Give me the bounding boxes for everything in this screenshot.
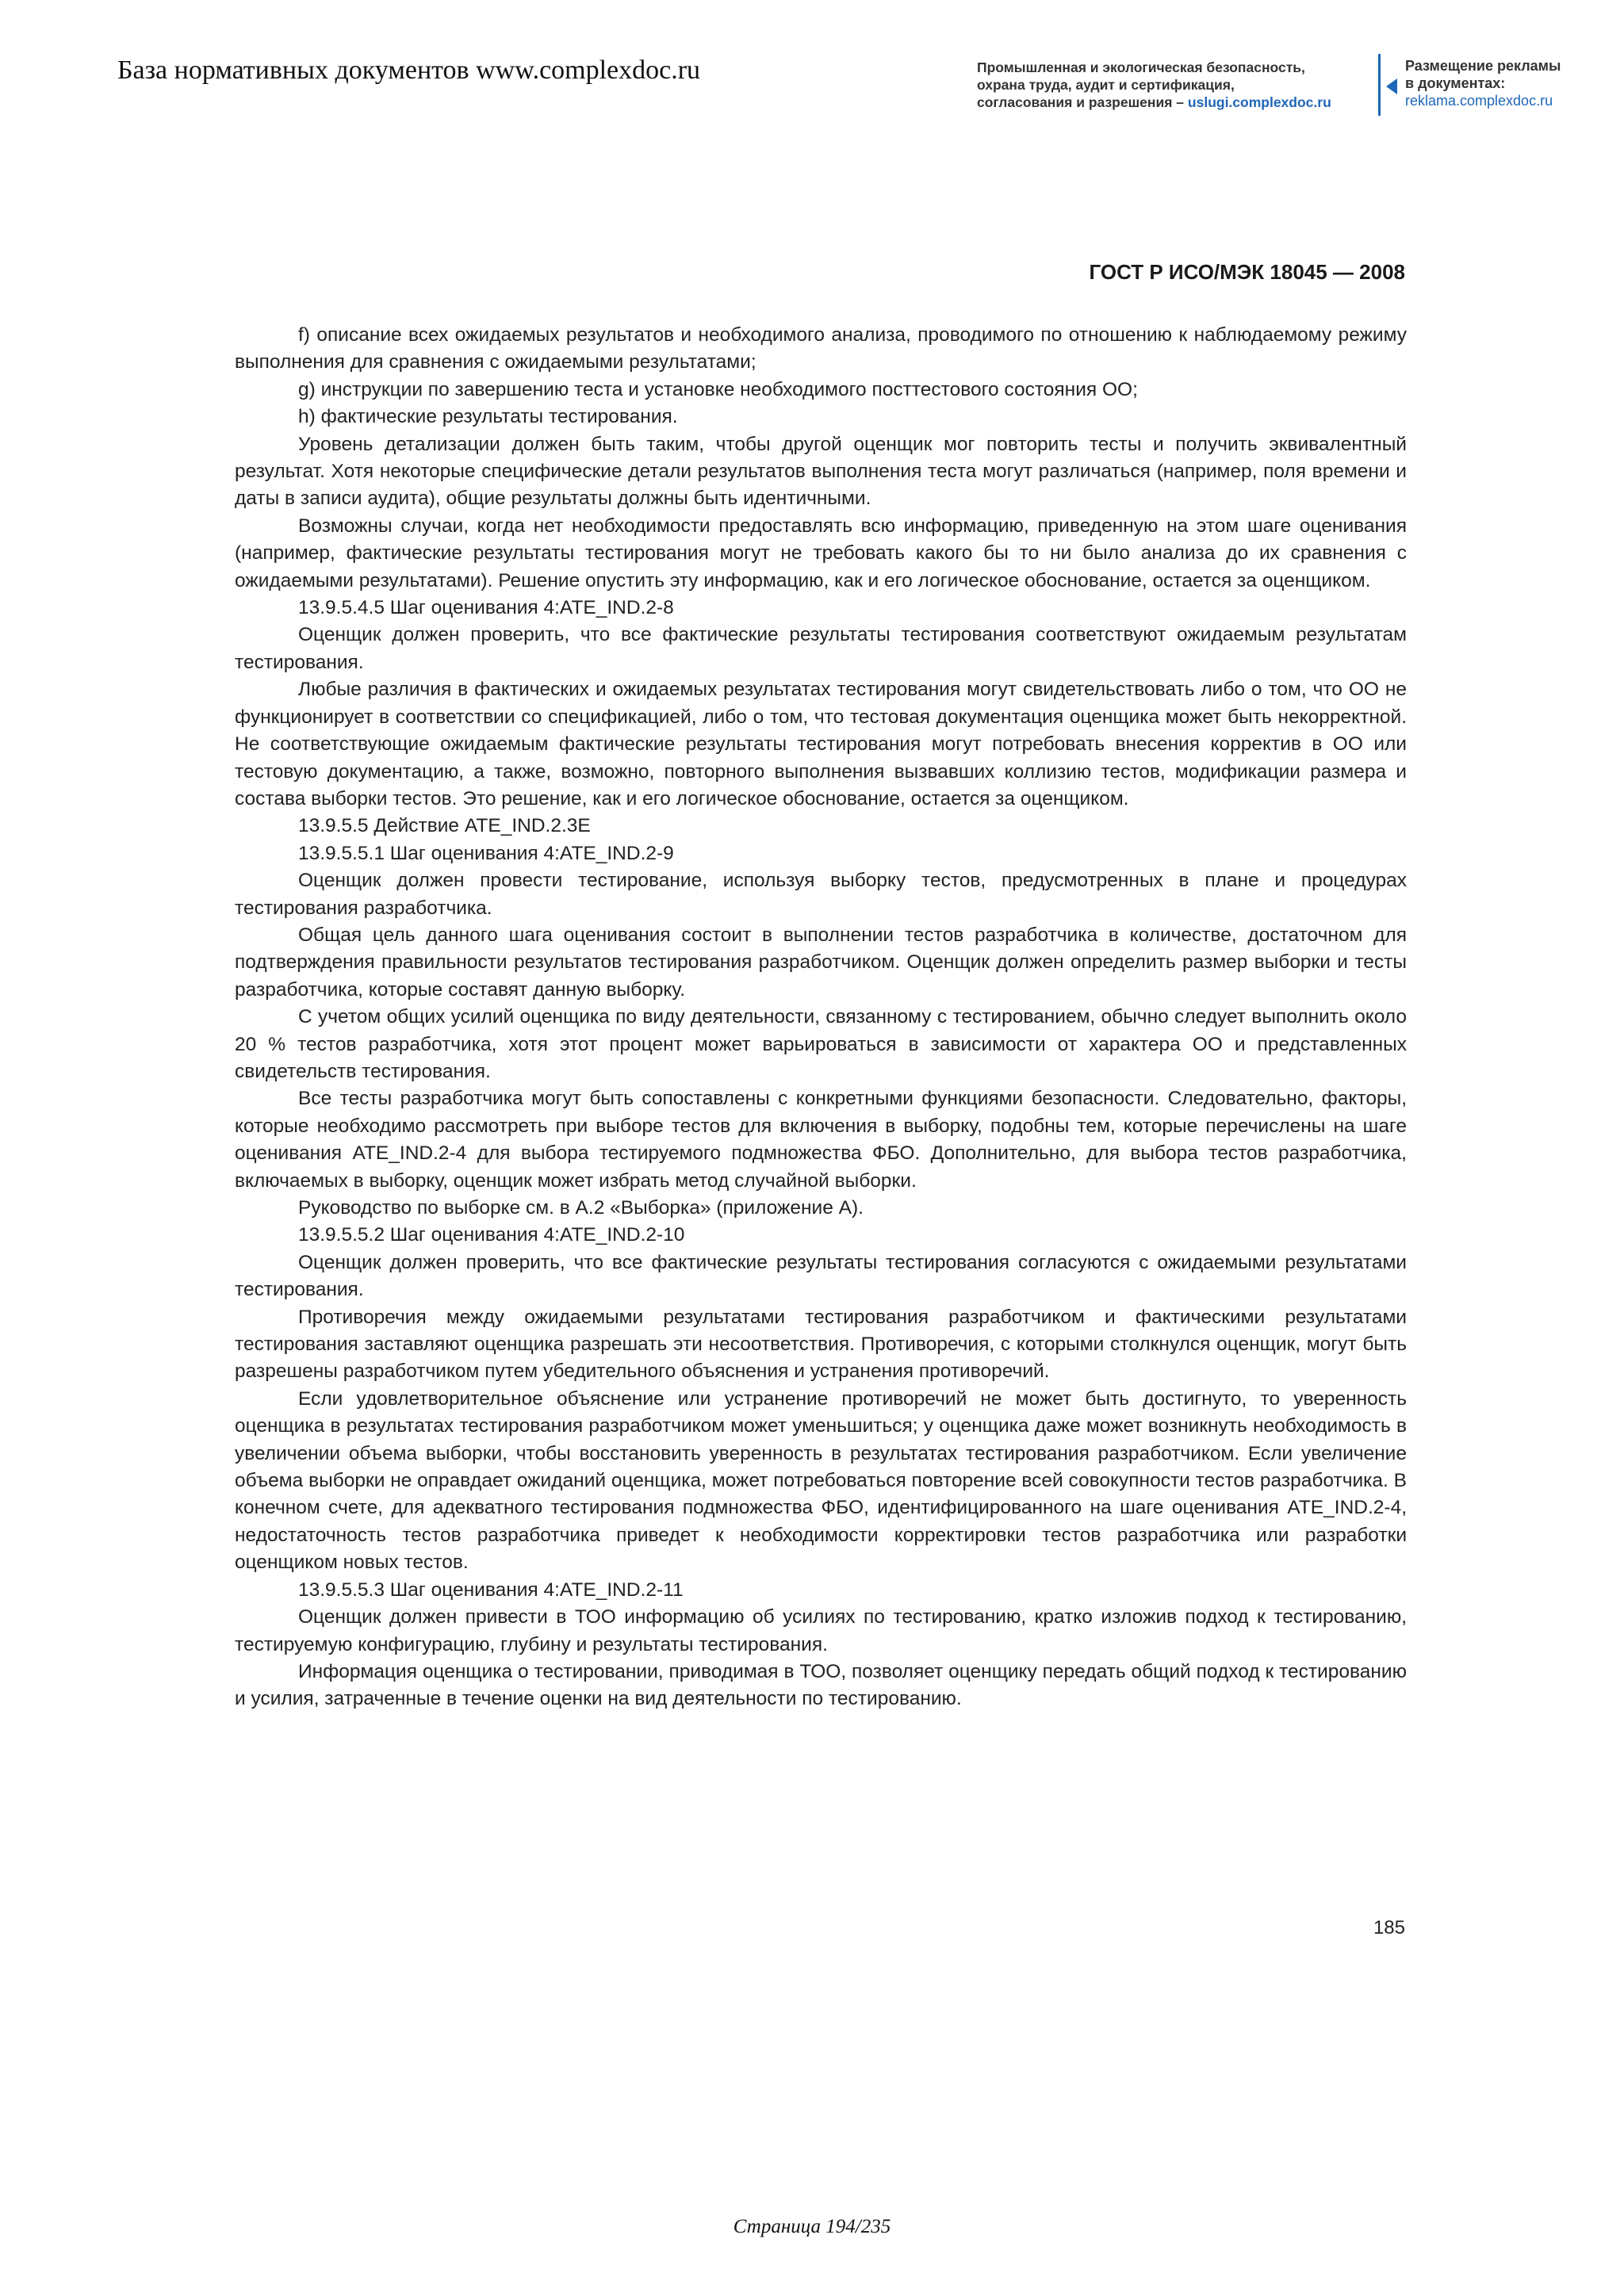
paragraph: Оценщик должен проверить, что все фактические результаты тестирования согласуются с ожидаемыми результатами тестирования.	[235, 1251, 1407, 1301]
promo-services	[977, 59, 1373, 111]
ads-line: в документах:	[1405, 75, 1506, 91]
paragraph: Уровень детализации должен быть таким, чтобы другой оценщик мог повторить тесты и получить эквивалентный результат. Хотя некоторые специфические детали результатов выполнения теста могут различаться (например, поля времени и даты в записи аудита), общие результаты должны быть идентичными.	[235, 433, 1407, 510]
paragraph: Любые различия в фактических и ожидаемых результатах тестирования могут свидетельствовать либо о том, что ОО не функционирует в соответствии со спецификацией, либо о том, что тестовая документация оценщика может быть некорректной. Не соответствующие ожидаемым фактические результаты тестирования могут потребовать внесения корректив в ОО или тестовую документацию, а также, возможно, повторного выполнения вызвавших коллизию тестов, модификации размера и состава выборки тестов. Это решение, как и его логическое обоснование, остается за оценщиком.	[235, 679, 1407, 809]
paragraph: h) фактические результаты тестирования.	[298, 406, 678, 428]
promo-divider	[1378, 54, 1381, 116]
paragraph: Если удовлетворительное объяснение или устранение противоречий не может быть достигнуто, то уверенность оценщика в результатах тестирования разработчиком может уменьшиться; у оценщика даже может возникнуть необходимость в увеличении объема выборки, чтобы восстановить уверенность в результатах тестирования разработчиком. Если увеличение объема выборки не оправдает ожиданий оценщика, может потребоваться повторение всей совокупности тестов разработчика. В конечном счете, для адекватного тестирования подмножества ФБО, идентифицированного на шаге оценивания ATE_IND.2-4, недостаточность тестов разработчика приведет к необходимости корректировки тестов разработчика или разработки оценщиком новых тестов.	[235, 1387, 1407, 1574]
paragraph: Оценщик должен проверить, что все фактические результаты тестирования соответствуют ожидаемым результатам тестирования.	[235, 624, 1407, 673]
paragraph: Информация оценщика о тестировании, приводимая в ТОО, позволяет оценщику передать общий подход к тестированию и усилия, затраченные в течение оценки на вид деятельности по тестированию.	[235, 1660, 1407, 1710]
section-heading: 13.9.5.5.2 Шаг оценивания 4:ATE_IND.2-10	[298, 1224, 685, 1246]
document-code: ГОСТ Р ИСО/МЭК 18045 — 2008	[1089, 260, 1405, 284]
page-counter: Страница 194/235	[733, 2216, 891, 2237]
section-heading: 13.9.5.5.1 Шаг оценивания 4:ATE_IND.2-9	[298, 842, 674, 864]
ads-line: Размещение рекламы	[1405, 58, 1561, 74]
paragraph: Оценщик должен привести в ТОО информацию об усилиях по тестированию, кратко изложив подход к тестированию, тестируемую конфигурацию, глубину и результаты тестирования.	[235, 1606, 1407, 1655]
paragraph: Руководство по выборке см. в А.2 «Выборка» (приложение А).	[298, 1197, 864, 1219]
promo-ads	[1405, 57, 1595, 109]
paragraph: Оценщик должен провести тестирование, используя выборку тестов, предусмотренных в плане и процедурах тестирования разработчика.	[235, 870, 1407, 919]
paragraph: Возможны случаи, когда нет необходимости предоставлять всю информацию, приведенную на этом шаге оценивания (например, фактические результаты тестирования могут не требовать какого бы то ни было анализа до их сравнения с ожидаемыми результатами). Решение опустить эту информацию, как и его логическое обоснование, остается за оценщиком.	[235, 515, 1407, 591]
paragraph: Общая цель данного шага оценивания состоит в выполнении тестов разработчика в количестве, достаточном для подтверждения правильности результатов тестирования разработчиком. Оценщик должен определить размер выборки и тесты разработчика, которые составят данную выборку.	[235, 924, 1407, 1001]
paragraph: Все тесты разработчика могут быть сопоставлены с конкретными функциями безопасности. Следовательно, факторы, которые необходимо рассмотреть при выборе тестов для включения в выборку, подобны тем, которые перечислены на шаге оценивания ATE_IND.2-4 для выбора тестируемого подмножества ФБО. Дополнительно, для выбора тестов разработчика, включаемых в выборку, оценщик может избрать метод случайной выборки.	[235, 1088, 1407, 1192]
services-link[interactable]: uslugi.complexdoc.ru	[1187, 94, 1331, 110]
document-body	[235, 322, 1407, 1713]
section-heading: 13.9.5.5.3 Шаг оценивания 4:ATE_IND.2-11	[298, 1578, 684, 1601]
promo-line: Промышленная и экологическая безопасность,	[977, 59, 1305, 75]
paragraph: f) описание всех ожидаемых результатов и необходимого анализа, проводимого по отношению к наблюдаемому режиму выполнения для сравнения с ожидаемыми результатами;	[235, 324, 1407, 373]
site-title: База нормативных документов www.complexdoc.ru	[117, 55, 701, 85]
section-heading: 13.9.5.5 Действие ATE_IND.2.3E	[298, 815, 591, 837]
paragraph: Противоречия между ожидаемыми результатами тестирования разработчиком и фактическими результатами тестирования заставляют оценщика разрешать эти несоответствия. Противоречия, с которыми столкнулся оценщик, могут быть разрешены разработчиком путем убедительного объяснения и устранения противоречий.	[235, 1306, 1407, 1383]
page-number: 185	[1373, 1917, 1405, 1938]
paragraph: С учетом общих усилий оценщика по виду деятельности, связанному с тестированием, обычно следует выполнить около 20 % тестов разработчика, хотя этот процент может варьироваться в зависимости от характера ОО и представленных свидетельств тестирования.	[235, 1006, 1407, 1082]
section-heading: 13.9.5.4.5 Шаг оценивания 4:ATE_IND.2-8	[298, 597, 674, 619]
paragraph: g) инструкции по завершению теста и установке необходимого посттестового состояния ОО;	[298, 378, 1138, 400]
promo-line-with-link	[977, 94, 1373, 111]
ads-link[interactable]: reklama.complexdoc.ru	[1405, 93, 1553, 109]
promo-line: согласования и разрешения –	[977, 94, 1188, 110]
arrow-left-icon	[1386, 78, 1397, 94]
promo-line: охрана труда, аудит и сертификация,	[977, 77, 1235, 93]
